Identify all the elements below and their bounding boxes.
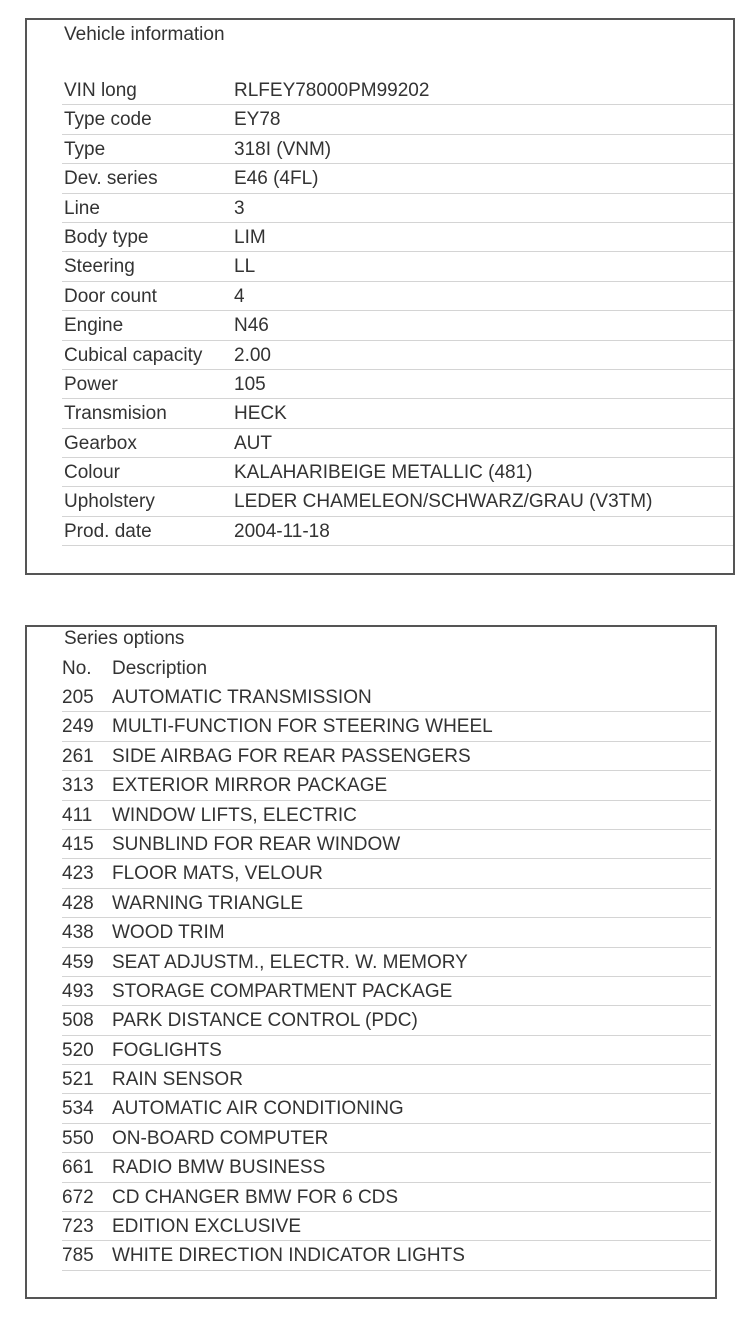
series-option-number: 411 bbox=[62, 804, 93, 826]
series-option-number: 550 bbox=[62, 1127, 94, 1149]
series-option-number: 723 bbox=[62, 1216, 94, 1238]
series-option-number: 261 bbox=[62, 745, 94, 767]
column-header-no: No. bbox=[62, 658, 92, 679]
series-option-description: ON-BOARD COMPUTER bbox=[112, 1127, 329, 1149]
vehicle-info-row bbox=[62, 311, 733, 340]
series-options-header bbox=[62, 656, 711, 683]
vehicle-information-panel bbox=[25, 18, 735, 575]
series-option-row bbox=[62, 1006, 711, 1035]
vehicle-info-row bbox=[62, 282, 733, 311]
vehicle-info-row bbox=[62, 105, 733, 134]
vehicle-info-label: Body type bbox=[64, 226, 149, 248]
vehicle-info-value: 2004-11-18 bbox=[234, 520, 330, 542]
vehicle-info-label: Line bbox=[64, 197, 100, 219]
vehicle-info-value: 2.00 bbox=[234, 344, 271, 366]
series-option-row bbox=[62, 977, 711, 1006]
series-option-row bbox=[62, 1124, 711, 1153]
vehicle-info-row bbox=[62, 517, 733, 546]
series-option-number: 459 bbox=[62, 951, 94, 973]
vehicle-info-label: Colour bbox=[64, 462, 120, 484]
vehicle-info-label: Transmision bbox=[64, 403, 167, 425]
vehicle-info-label: Type bbox=[64, 138, 106, 160]
vehicle-info-row bbox=[62, 223, 733, 252]
series-option-number: 493 bbox=[62, 980, 94, 1002]
series-option-row bbox=[62, 948, 711, 977]
series-option-description: WINDOW LIFTS, ELECTRIC bbox=[112, 804, 357, 826]
series-option-description: STORAGE COMPARTMENT PACKAGE bbox=[112, 980, 453, 1002]
vehicle-info-value: 318I (VNM) bbox=[234, 138, 332, 160]
vehicle-info-value: 4 bbox=[234, 285, 245, 307]
series-option-row bbox=[62, 830, 711, 859]
series-option-number: 205 bbox=[62, 687, 94, 708]
vehicle-info-value: KALAHARIBEIGE METALLIC (481) bbox=[234, 462, 533, 484]
series-option-row bbox=[62, 742, 711, 771]
vehicle-info-label: Prod. date bbox=[64, 520, 152, 542]
vehicle-info-row bbox=[62, 252, 733, 281]
vehicle-info-label: Gearbox bbox=[64, 432, 137, 454]
vehicle-info-value: LL bbox=[234, 256, 256, 278]
vehicle-info-label: Dev. series bbox=[64, 168, 158, 190]
vehicle-info-value: EY78 bbox=[234, 109, 281, 131]
vehicle-info-label: Steering bbox=[64, 256, 135, 278]
series-option-number: 521 bbox=[62, 1069, 94, 1091]
vehicle-info-value: E46 (4FL) bbox=[234, 168, 319, 190]
vehicle-info-label: Engine bbox=[64, 315, 124, 337]
vehicle-info-label: VIN long bbox=[64, 80, 137, 101]
series-option-number: 785 bbox=[62, 1245, 94, 1267]
series-options-panel bbox=[25, 625, 717, 1299]
series-option-number: 672 bbox=[62, 1186, 94, 1208]
vehicle-info-value: AUT bbox=[234, 432, 272, 454]
series-option-description: WOOD TRIM bbox=[112, 922, 225, 944]
series-option-row bbox=[62, 918, 711, 947]
series-option-row bbox=[62, 771, 711, 800]
vehicle-info-row bbox=[62, 429, 733, 458]
vehicle-info-label: Cubical capacity bbox=[64, 344, 203, 366]
vehicle-info-value: RLFEY78000PM99202 bbox=[234, 80, 430, 101]
series-option-row bbox=[62, 1094, 711, 1123]
column-header-description: Description bbox=[112, 658, 208, 679]
vehicle-info-label: Upholstery bbox=[64, 491, 155, 513]
vehicle-info-value: N46 bbox=[234, 315, 269, 337]
series-option-number: 661 bbox=[62, 1157, 94, 1179]
series-option-row bbox=[62, 1036, 711, 1065]
series-option-number: 520 bbox=[62, 1039, 94, 1061]
vehicle-info-row bbox=[62, 341, 733, 370]
vehicle-info-row bbox=[62, 399, 733, 428]
series-option-row bbox=[62, 712, 711, 741]
series-options-title: Series options bbox=[64, 628, 185, 649]
series-option-description: MULTI-FUNCTION FOR STEERING WHEEL bbox=[112, 716, 493, 738]
series-option-row bbox=[62, 1212, 711, 1241]
series-option-description: CD CHANGER BMW FOR 6 CDS bbox=[112, 1186, 399, 1208]
series-option-number: 249 bbox=[62, 716, 94, 738]
series-option-description: AUTOMATIC AIR CONDITIONING bbox=[112, 1098, 404, 1120]
series-option-number: 438 bbox=[62, 922, 94, 944]
series-option-row bbox=[62, 1241, 711, 1270]
series-option-row bbox=[62, 1065, 711, 1094]
series-option-number: 508 bbox=[62, 1010, 94, 1032]
vehicle-information-title: Vehicle information bbox=[64, 24, 225, 45]
vehicle-info-row bbox=[62, 458, 733, 487]
vehicle-info-row bbox=[62, 76, 733, 105]
series-option-description: RAIN SENSOR bbox=[112, 1069, 243, 1091]
series-option-description: SUNBLIND FOR REAR WINDOW bbox=[112, 833, 401, 855]
vehicle-info-value: 3 bbox=[234, 197, 245, 219]
series-option-description: FLOOR MATS, VELOUR bbox=[112, 863, 323, 885]
series-option-description: AUTOMATIC TRANSMISSION bbox=[112, 687, 372, 708]
series-option-description: EDITION EXCLUSIVE bbox=[112, 1216, 301, 1238]
vehicle-info-value: LIM bbox=[234, 226, 266, 248]
series-option-description: RADIO BMW BUSINESS bbox=[112, 1157, 326, 1179]
series-option-description: PARK DISTANCE CONTROL (PDC) bbox=[112, 1010, 418, 1032]
series-option-description: SEAT ADJUSTM., ELECTR. W. MEMORY bbox=[112, 951, 468, 973]
vehicle-info-row bbox=[62, 135, 733, 164]
series-option-number: 313 bbox=[62, 775, 94, 797]
series-option-description: EXTERIOR MIRROR PACKAGE bbox=[112, 775, 388, 797]
vehicle-info-value: 105 bbox=[234, 373, 266, 395]
series-option-row bbox=[62, 1153, 711, 1182]
series-option-number: 423 bbox=[62, 863, 94, 885]
series-option-number: 534 bbox=[62, 1098, 94, 1120]
vehicle-info-row bbox=[62, 487, 733, 516]
series-option-row bbox=[62, 889, 711, 918]
series-option-number: 428 bbox=[62, 892, 94, 914]
vehicle-info-label: Door count bbox=[64, 285, 157, 307]
series-option-number: 415 bbox=[62, 833, 94, 855]
series-options-table bbox=[62, 683, 711, 1271]
series-option-row bbox=[62, 683, 711, 712]
series-option-description: SIDE AIRBAG FOR REAR PASSENGERS bbox=[112, 745, 471, 767]
series-option-description: WARNING TRIANGLE bbox=[112, 892, 304, 914]
vehicle-info-value: LEDER CHAMELEON/SCHWARZ/GRAU (V3TM) bbox=[234, 491, 653, 513]
vehicle-info-row bbox=[62, 194, 733, 223]
series-option-row bbox=[62, 1183, 711, 1212]
series-option-row bbox=[62, 801, 711, 830]
series-option-description: WHITE DIRECTION INDICATOR LIGHTS bbox=[112, 1245, 465, 1267]
vehicle-info-row bbox=[62, 164, 733, 193]
series-option-description: FOGLIGHTS bbox=[112, 1039, 222, 1061]
vehicle-info-value: HECK bbox=[234, 403, 287, 425]
vehicle-information-table bbox=[62, 76, 733, 546]
vehicle-info-label: Power bbox=[64, 373, 118, 395]
vehicle-info-row bbox=[62, 370, 733, 399]
series-option-row bbox=[62, 859, 711, 888]
vehicle-info-label: Type code bbox=[64, 109, 152, 131]
